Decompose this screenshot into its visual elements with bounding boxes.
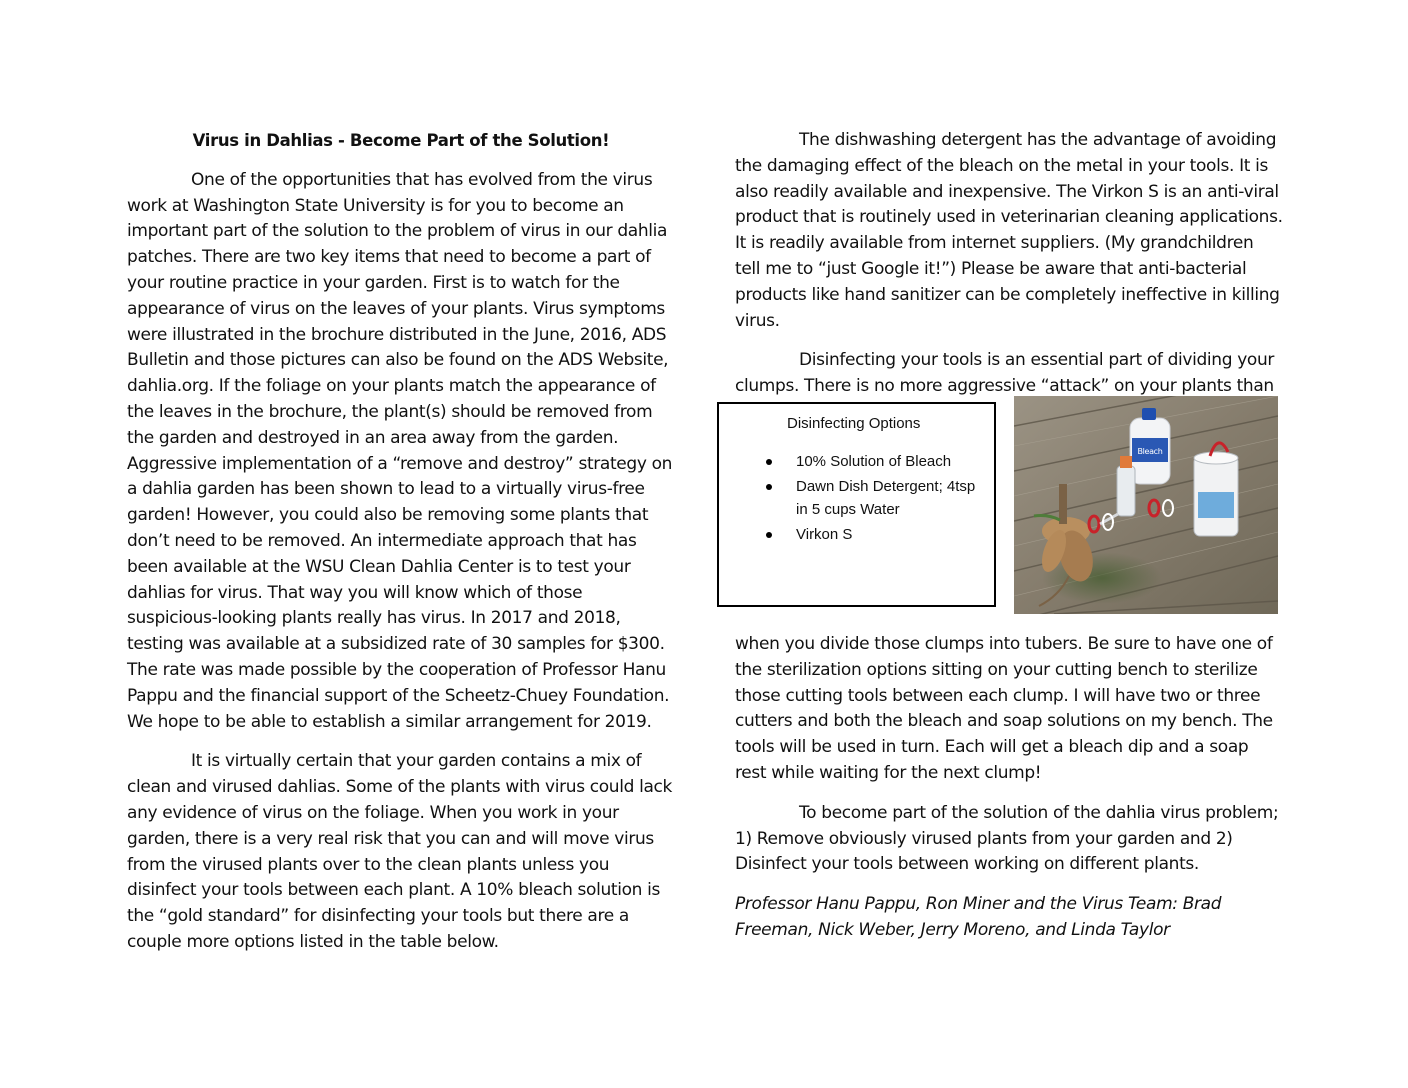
detergent-paragraph: The dishwashing detergent has the advantage of avoiding the damaging effect of the bleach on the metal in your tools. It is also readily available and inexpensive. The Virkon S is an anti-viral product that is routinely used in veterinarian cleaning applications. It is readily available from internet suppliers. (My grandchildren tell me to “just Google it!”) Please be aware that anti-bacterial products like hand sanitizer can be completely ineffective in killing virus. xyxy=(735,130,1283,331)
summary-paragraph: To become part of the solution of the dahlia virus problem; 1) Remove obviously virused plants from your garden and 2) Disinfect your tools between working on different plants. xyxy=(735,802,1279,875)
bleach-jug xyxy=(1130,408,1170,484)
article-title: Virus in Dahlias - Become Part of the Solution! xyxy=(192,131,610,150)
disinfecting-options-list xyxy=(719,450,989,548)
disinfecting-options-title: Disinfecting Options xyxy=(787,414,921,432)
disinfecting-options-box xyxy=(717,402,996,607)
disinfecting-figure xyxy=(717,402,1283,624)
option-dish-detergent: Dawn Dish Detergent; 4tsp in 5 cups Water xyxy=(719,475,989,521)
risk-paragraph: It is virtually certain that your garden contains a mix of clean and virused dahlias. Some of the plants with virus could lack any evidence of virus on the foliage. When you work in your garden, there is a very real risk that you can and will move virus from the virused plants over to the clean plants unless you disinfect your tools between each plant. A 10% bleach solution is the “gold standard” for disinfecting your tools but there are a couple more options listed in the table below. xyxy=(127,751,673,952)
credits: Professor Hanu Pappu, Ron Miner and the Virus Team: Brad Freeman, Nick Weber, Jerry Moreno, and Linda Taylor xyxy=(735,894,1222,940)
tools-photo xyxy=(1014,396,1278,614)
right-column xyxy=(735,128,1283,944)
option-bleach: 10% Solution of Bleach xyxy=(719,450,989,473)
dividing-paragraph: Disinfecting your tools is an essential part of dividing your clumps. There is no more aggressive “attack” on your plants than xyxy=(735,350,1275,397)
option-virkon: Virkon S xyxy=(719,523,989,546)
left-column xyxy=(127,128,675,970)
intro-paragraph: One of the opportunities that has evolved from the virus work at Washington State University is for you to become an important part of the solution to the problem of virus in our dahlia patches. There are two key items that need to become a part of your routine practice in your garden. First is to watch for the appearance of virus on the leaves of your plants. Virus symptoms were illustrated in the brochure distributed in the June, 2016, ADS Bulletin and those pictures can also be found on the ADS Website, dahlia.org. If the foliage on your plants match the appearance of the leaves in the brochure, the plant(s) should be removed from the garden and destroyed in an area away from the garden. Aggressive implementation of a “remove and destroy” strategy on a dahlia garden has been shown to lead to a virtually virus-free garden! However, you could also be removing some plants that don’t need to be removed. An intermediate approach that has been available at the WSU Clean Dahlia Center is to test your dahlias for virus. That way you will know which of those suspicious-looking plants really has virus. In 2017 and 2018, testing was available at a subsidized rate of 30 samples for $300. The rate was made possible by the cooperation of Professor Hanu Pappu and the financial support of the Scheetz-Chuey Foundation. We hope to be able to establish a similar arrangement for 2019. xyxy=(127,169,673,732)
soap-bucket xyxy=(1194,443,1238,536)
bleach-label: Bleach xyxy=(1137,446,1163,456)
clumps-paragraph: when you divide those clumps into tubers. Be sure to have one of the sterilization options sitting on your cutting bench to sterilize those cutting tools between each clump. I will have two or three cutters and both the bleach and soap solutions on my bench. The tools will be used in turn. Each will get a bleach dip and a soap rest while waiting for the next clump! xyxy=(735,633,1273,783)
